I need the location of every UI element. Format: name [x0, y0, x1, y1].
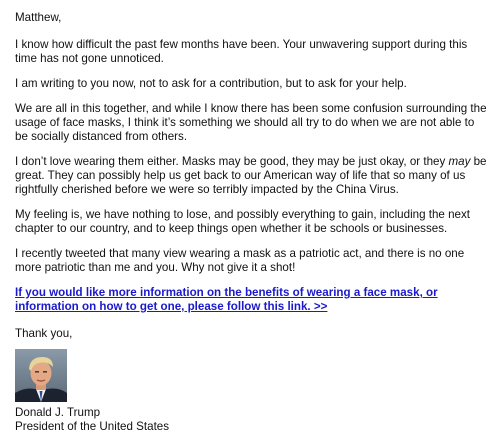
- paragraph-request: I am writing to you now, not to ask for a contribution, but to ask for your help.: [15, 77, 407, 90]
- paragraph-feeling: My feeling is, we have nothing to lose, and possibly everything to gain, including the next chapter to our country, and to keep things open whether it be schools or businesses.: [15, 208, 471, 235]
- paragraph-support: I know how difficult the past few months have been. Your unwavering support during this time has not gone unnoticed.: [15, 38, 468, 65]
- signoff: Thank you,: [15, 327, 73, 340]
- mask-info-link[interactable]: If you would like more information on the benefits of wearing a face mask, or information on how to get one, please follow this link. >>: [15, 286, 438, 313]
- paragraph-opinion: [15, 155, 490, 197]
- signature-title: President of the United States: [15, 420, 170, 433]
- paragraph-masks: We are all in this together, and while I know there has been some confusion surrounding the usage of face masks, I think it’s something we should all try to do when we are not able to be socially distanced from others.: [15, 102, 487, 143]
- paragraph-opinion-start: I don’t love wearing them either. Masks may be good, they may be just okay, or they: [15, 155, 449, 168]
- signature-portrait-photo: [15, 349, 67, 402]
- paragraph-tweet: I recently tweeted that many view wearing a mask as a patriotic act, and there is no one more patriotic than me and you. Why not give it a shot!: [15, 247, 465, 274]
- paragraph-opinion-end: be great. They can possibly help us get back to our American way of life that so many of us rightfully cherished before we were so terribly impacted by the China Virus.: [15, 155, 487, 196]
- greeting: Matthew,: [15, 11, 62, 24]
- emphasis-may: may: [448, 155, 471, 168]
- signature-name: Donald J. Trump: [15, 406, 101, 419]
